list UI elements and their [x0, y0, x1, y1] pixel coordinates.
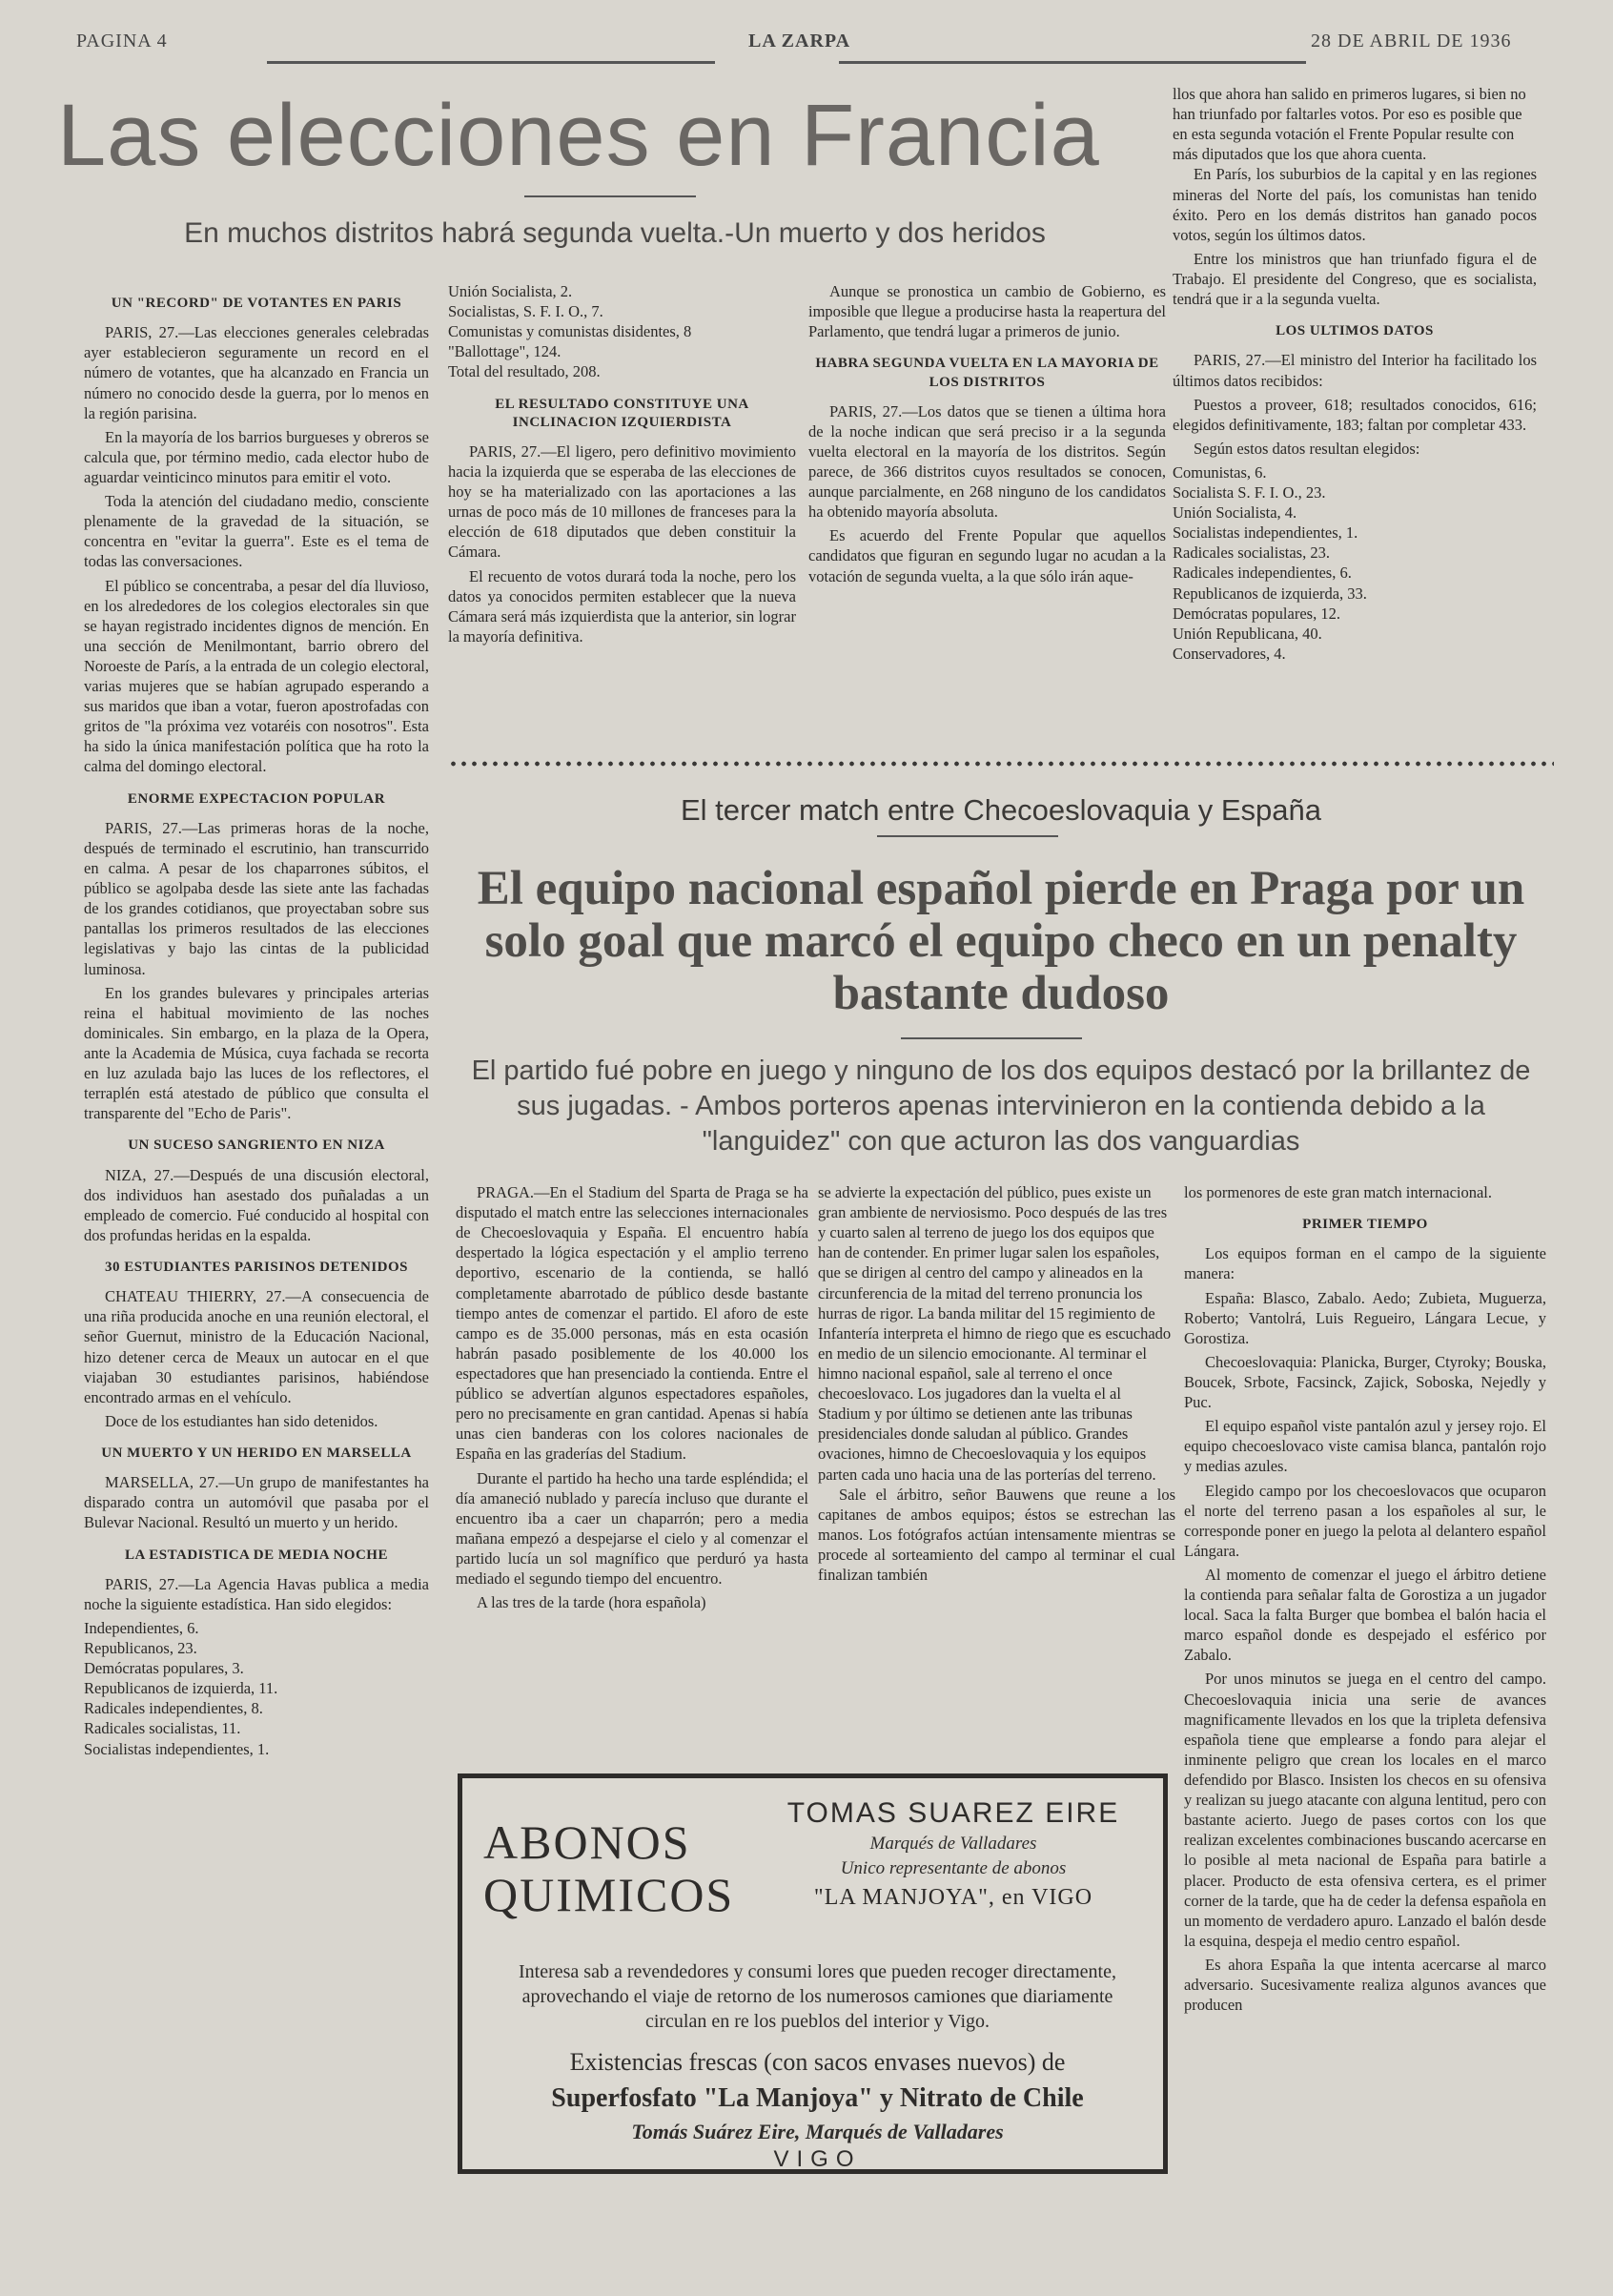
text-line: Socialista S. F. I. O., 23.: [1173, 483, 1326, 502]
article2-column-3: [1184, 1182, 1546, 2019]
paragraph: PRAGA.—En el Stadium del Sparta de Praga se ha disputado el match entre las selecciones internacionales de Checoeslovaquia y España. El encuentro había despertado la lógica espectación y el amplio terreno deportivo, escenario de la contienda, se halló completamente abarrotado de público desde bastante tiempo antes de comenzar el partido. El aforo de este campo es de 35.000 personas, más en esta ocasión habrán pasado posiblemente de los 40.000 los espectadores que han presenciado la contienda. Entre el público se advertían algunos espectadores españoles, pero no precisamente en gran cantidad. Apenas si había unas cien banderas con los colores nacionales de España en las graderías del Stadium.: [456, 1183, 808, 1464]
paragraph: En la mayoría de los barrios burgueses y obreros se calcula que, por término medio, cada elector hubo de aguardar veinticinco minutos para emitir el voto.: [84, 427, 429, 486]
kicker-rule: [877, 835, 1058, 837]
text-line: Total del resultado, 208.: [448, 362, 601, 381]
paragraph: Aunque se pronostica un cambio de Gobierno, es imposible que llegue a producirse hasta la reapertura del Parlamento, que tendrá lugar a primeros de junio.: [808, 282, 1166, 341]
paragraph: PARIS, 27.—Las primeras horas de la noche, después de terminado el escrutinio, han transcurrido en calma. A pesar de los chaparrones súbitos, el público se agolpaba desde las siete ante las fachadas de los grandes cotidianos, que proyectaban sobre sus pantallas los primeros resultados de las elecciones legislativas y bajo las cintas de la publicidad luminosa.: [84, 818, 429, 978]
text-line: Demócratas populares, 3.: [84, 1659, 244, 1678]
ad-company-block: [748, 1797, 1158, 1911]
section-heading: PRIMER TIEMPO: [1302, 1217, 1428, 1233]
kicker-football-match: El tercer match entre Checoeslovaquia y España: [680, 793, 1322, 827]
article1-column-1: [84, 281, 429, 1759]
text-line: Demócratas populares, 12.: [1173, 604, 1340, 623]
text-line: Comunistas, 6.: [1173, 462, 1267, 482]
text-line: Socialistas, S. F. I. O., 7.: [448, 302, 603, 321]
subhead-elections: En muchos distritos habrá segunda vuelta.-Un muerto y dos heridos: [184, 217, 1046, 249]
paragraph: El público se concentraba, a pesar del día lluvioso, en los alrededores de los colegios electorales sin que se hayan registrado incidentes dignos de mención. En una sección de Menilmontant, barrio obrero del Noroeste de París, a la entrada de un colegio electoral, varias mujeres que se habían agrupado esperando a sus maridos que iban a votar, fueron apostrofadas con gritos de "la próxima vez votaréis con nosotros". Esta ha sido la única manifestación política que ha roto la calma del domingo electoral.: [84, 576, 429, 776]
paragraph: Puestos a proveer, 618; resultados conocidos, 616; elegidos definitivamente, 183; faltan por completar 433.: [1173, 395, 1537, 434]
dotted-divider: [448, 759, 1554, 769]
text-line: Comunistas y comunistas disidentes, 8: [448, 322, 692, 341]
ad-company-title: Marqués de Valladares: [869, 1834, 1037, 1854]
section-heading: EL RESULTADO CONSTITUYE UNA INCLINACION IZQUIERDISTA: [495, 396, 749, 430]
headline-rule: [524, 195, 696, 197]
ad-company: TOMAS SUAREZ EIRE: [786, 1797, 1120, 1829]
text-line: Unión Republicana, 40.: [1173, 624, 1322, 643]
ad-city: VIGO: [773, 2146, 862, 2172]
article1-column-4: [1173, 84, 1537, 664]
text-line: Republicanos de izquierda, 33.: [1173, 584, 1367, 603]
headline-football: El equipo nacional español pierde en Praga por un solo goal que marcó el equipo checo en un penalty bastante dudoso: [477, 862, 1525, 1021]
paragraph: PARIS, 27.—El ministro del Interior ha facilitado los últimos datos recibidos:: [1173, 351, 1537, 390]
paragraph: Es ahora España la que intenta acercarse al marco adversario. Sucesivamente realiza algunos avances que producen: [1184, 1956, 1546, 2015]
paragraph: Doce de los estudiantes han sido detenidos.: [105, 1411, 378, 1430]
paragraph: Toda la atención del ciudadano medio, consciente plenamente de la gravedad de la situación, se concentra en "evitar la guerra". Este es el tema de todas las conversaciones.: [84, 492, 429, 571]
paragraph: Checoeslovaquia: Planicka, Burger, Ctyroky; Bouska, Boucek, Srbote, Facsinck, Zajick, Soboska, Nejedly y Puc.: [1184, 1352, 1546, 1412]
section-heading: UN MUERTO Y UN HERIDO EN MARSELLA: [101, 1445, 412, 1461]
paragraph: MARSELLA, 27.—Un grupo de manifestantes ha disparado contra un automóvil que pasaba por el Bulevar Nacional. Resultó un muerto y un herido.: [84, 1473, 429, 1532]
text-line: Radicales independientes, 6.: [1173, 564, 1352, 583]
text-line: Socialistas independientes, 1.: [84, 1739, 270, 1758]
header-rule-right: [839, 61, 1306, 64]
page-number: PAGINA 4: [76, 31, 168, 51]
section-heading: LA ESTADISTICA DE MEDIA NOCHE: [125, 1547, 388, 1563]
text-line: Radicales independientes, 8.: [84, 1699, 263, 1718]
text-line: Republicanos, 23.: [84, 1639, 197, 1658]
paragraph: El recuento de votos durará toda la noche, pero los datos ya conocidos permiten establecer que la nueva Cámara será más izquierdista que la anterior, sin lograr la mayoría definitiva.: [448, 566, 796, 646]
paragraph: Al momento de comenzar el juego el árbitro detiene la contienda para señalar falta de Gorostiza a un jugador local. Saca la falta Burger que bombea el balón hacia el marco español donde es despejado el esférico por Zabalo.: [1184, 1565, 1546, 1665]
article1-column-2: [448, 281, 796, 650]
text-line: los pormenores de este gran match internacional.: [1184, 1183, 1493, 1201]
advertisement-abonos: [458, 1773, 1168, 2174]
paragraph: Entre los ministros que han triunfado figura el de Trabajo. El presidente del Congreso, que es socialista, tendrá que ir a la segunda vuelta.: [1173, 249, 1537, 309]
paragraph: Los equipos forman en el campo de la siguiente manera:: [1184, 1244, 1546, 1283]
ad-title: [483, 1816, 734, 1921]
ad-title-line2: QUIMICOS: [483, 1868, 735, 1921]
ad-brand: "LA MANJOYA", en VIGO: [813, 1885, 1093, 1910]
paragraph: PARIS, 27.—La Agencia Havas publica a media noche la siguiente estadística. Han sido elegidos:: [84, 1574, 429, 1613]
paragraph: Durante el partido ha hecho una tarde espléndida; el día amaneció nublado y parecía incluso que durante el encuentro iba a caer un chaparrón; pero a media mañana empezó a despejarse el cielo y al comenzar el partido lucía un sol magnífico que perduró ya hasta mediado el segundo tiempo del encuentro.: [456, 1468, 808, 1589]
paragraph: En París, los suburbios de la capital y en las regiones mineras del Norte del país, los comunistas han tenido éxito. Pero en los demás distritos han ganado pocos votos, según los últimos datos.: [1173, 165, 1537, 244]
ad-signature: Tomás Suárez Eire, Marqués de Valladares: [631, 2120, 1004, 2143]
ad-title-line1: ABONOS: [483, 1815, 691, 1869]
paragraph: A las tres de la tarde (hora española): [477, 1593, 706, 1612]
paragraph: España: Blasco, Zabalo. Aedo; Zubieta, Muguerza, Roberto; Vantolrá, Luis Regueiro, Lángara Lecue, y Gorostiza.: [1184, 1288, 1546, 1347]
paragraph: Es acuerdo del Frente Popular que aquellos candidatos que figuran en segundo lugar no acudan a la votación de segunda vuelta, a la que sólo irán aque-: [808, 526, 1166, 585]
text-line: se advierte la expectación del público, pues existe un gran ambiente de nerviosismo. Poco después de las tres y cuarto salen al terreno de juego los dos equipos que han de contender. En primer lugar salen los españoles, que se dirigen al centro del campo y alineados en la circunferencia de la mitad del terreno pronuncia los hurras de rigor. La banda militar del 15 regimiento de Infantería interpreta el himno de riego que es escuchado en medio de un silencio emocionante. Al terminar el himno nacional español, sale al terreno el once checoeslovaco. Los jugadores dan la vuelta el al Stadium y por último se detienen ante las tribunas presidenciales donde saludan al público. Grandes ovaciones, himno de Checoeslovaquia y los equipos parten cada uno hacia una de las porterías del terreno.: [818, 1183, 1172, 1484]
section-heading: HABRA SEGUNDA VUELTA EN LA MAYORIA DE LOS DISTRITOS: [815, 356, 1159, 390]
paragraph: PARIS, 27.—El ligero, pero definitivo movimiento hacia la izquierda que se esperaba de las elecciones de hoy se ha materializado con las aportaciones a las urnas de poco más de 10 millones de franceses para la elección de 618 diputados que deben constituir la Cámara.: [448, 441, 796, 562]
section-heading: UN "RECORD" DE VOTANTES EN PARIS: [111, 296, 402, 311]
text-line: llos que ahora han salido en primeros lugares, si bien no han triunfado por faltarles votos. Por eso es posible que en esta segunda votación el Frente Popular resulte con más diputados que los que ahora cuenta.: [1173, 85, 1526, 164]
text-line: Unión Socialista, 2.: [448, 282, 573, 300]
text-line: Republicanos de izquierda, 11.: [84, 1679, 278, 1698]
section-heading: 30 ESTUDIANTES PARISINOS DETENIDOS: [104, 1260, 409, 1276]
ad-products: Superfosfato "La Manjoya" y Nitrato de Chile: [551, 2083, 1084, 2113]
text-line: Independientes, 6.: [84, 1618, 199, 1637]
paragraph: CHATEAU THIERRY, 27.—A consecuencia de una riña producida anoche en una reunión electoral, el señor Guernut, ministro de la Educación Nacional, hizo detener cerca de Meaux un autocar en el que viajaban 30 estudiantes parisinos, habiéndose encontrado armas en el vehículo.: [84, 1287, 429, 1406]
article1-column-3: [808, 281, 1166, 590]
paragraph: Elegido campo por los checoeslovacos que ocuparon el norte del terreno pasan a los españoles al sur, le corresponde poner en juego la pelota al delantero español Lángara.: [1184, 1481, 1546, 1560]
headline2-rule: [901, 1037, 1082, 1039]
paragraph: El equipo español viste pantalón azul y jersey rojo. El equipo checoeslovaco viste camisa blanca, pantalón rojo y medias azules.: [1184, 1417, 1546, 1476]
ad-stock: Existencias frescas (con sacos envases nuevos) de: [569, 2048, 1066, 2076]
headline-elections-france: Las elecciones en Francia: [57, 87, 1100, 184]
paragraph: En los grandes bulevares y principales arterias reina el habitual movimiento de las noches dominicales. Sin embargo, en la plaza de la Opera, ante la Academia de Música, cuya fachada se recorta en luz azulada bajo las luces de los reflectores, el terraplén está atestado de público que consulta el transparente del "Echo de Paris".: [84, 983, 429, 1123]
text-line: Socialistas independientes, 1.: [1173, 523, 1358, 543]
section-heading: UN SUCESO SANGRIENTO EN NIZA: [128, 1138, 385, 1154]
section-heading: ENORME EXPECTACION POPULAR: [127, 790, 386, 807]
ad-body: Interesa sab a revendedores y consumi lores que pueden recoger directamente, aprovechando el viaje de retorno de los numerosos camiones que diariamente circulan en re los pueblos del interior y Vigo.: [519, 1961, 1116, 2032]
paragraph: NIZA, 27.—Después de una discusión electoral, dos individuos han asestado dos puñaladas a un empleado de comercio. Fué conducido al hospital con dos profundas heridas en la espalda.: [84, 1165, 429, 1244]
text-line: Radicales socialistas, 11.: [84, 1719, 241, 1738]
paragraph: Por unos minutos se juega en el centro del campo. Checoeslovaquia inicia una serie de avances magnificamente llevados en los que la tripleta defensiva española tiene que emplearse a fondo para alejar el inminente peligro que crean los locales en el marco defendido por Blasco. Insisten los checos en su ofensiva y realizan su juego atacante con alguna lentitud, pero con bastante acierto. Juego de pases cortos con los que realizan excelentes combinaciones buscando acercarse en lo posible al meta nacional de España para batirle a placer. Producto de esta ofensiva certera, es el primer corner de la tarde, que ha de ceder la defensa española en un momento de verdadero apuro. Lanzado el balón desde la esquina, despeja el medio centro español.: [1184, 1670, 1546, 1950]
newspaper-name: LA ZARPA: [748, 31, 851, 51]
paragraph: PARIS, 27.—Las elecciones generales celebradas ayer establecieron seguramente un record en el número de votantes, que ha alcanzado en Francia un número no conocido desde la guerra, por lo menos en la región parisina.: [84, 323, 429, 422]
article2-column-2: [818, 1182, 1175, 1589]
paragraph: Sale el árbitro, señor Bauwens que reune a los capitanes de ambos equipos; éstos se estrechan las manos. Los fotógrafos actúan intensamente mientras se procede al sorteamiento del campo al terminar el cual finalizan también: [818, 1485, 1175, 1585]
text-line: "Ballottage", 124.: [448, 342, 561, 361]
paragraph: PARIS, 27.—Los datos que se tienen a última hora de la noche indican que será preciso ir a la segunda vuelta electoral en la mayoría de los distritos. Según parece, de 366 distritos cuyos resultados se conocen, aunque parcialmente, en 268 ninguno de los candidatos ha obtenido mayoría absoluta.: [808, 401, 1166, 522]
issue-date: 28 DE ABRIL DE 1936: [1311, 31, 1512, 51]
text-line: Unión Socialista, 4.: [1173, 503, 1297, 523]
article2-column-1: [456, 1182, 808, 1616]
text-line: Radicales socialistas, 23.: [1173, 543, 1330, 563]
text-line: Conservadores, 4.: [1173, 644, 1286, 663]
deck-football: El partido fué pobre en juego y ninguno de los dos equipos destacó por la brillantez de sus jugadas. - Ambos porteros apenas intervinieron en la contienda debido a la "languidez" con que acturon las dos vanguardias: [471, 1056, 1531, 1158]
paragraph: Según estos datos resultan elegidos:: [1194, 439, 1420, 458]
ad-representative: Unico representante de abonos: [840, 1858, 1067, 1878]
section-heading: LOS ULTIMOS DATOS: [1276, 323, 1434, 339]
header-rule-left: [267, 61, 715, 64]
